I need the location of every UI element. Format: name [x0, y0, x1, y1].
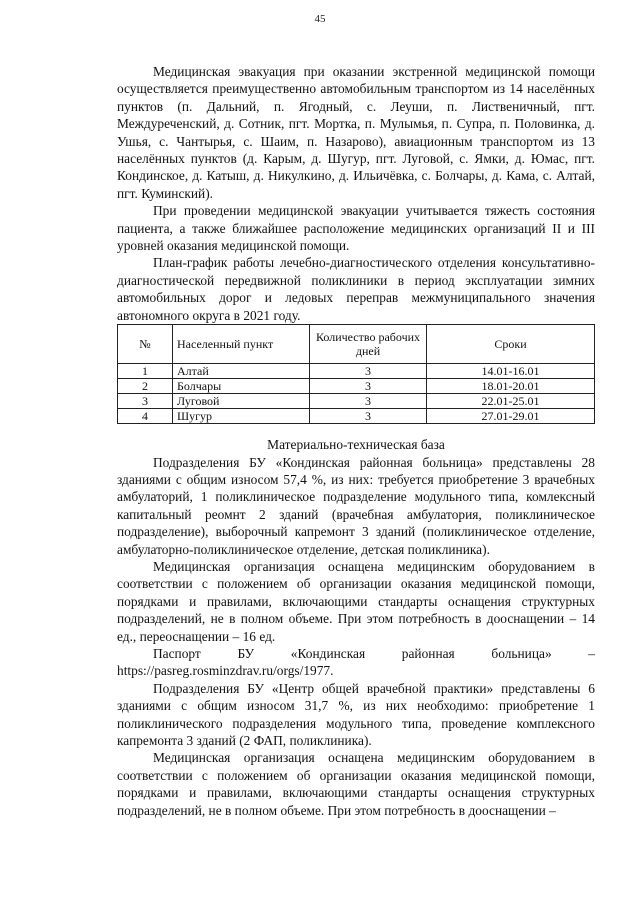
- cell-dates: 22.01-25.01: [427, 394, 595, 409]
- cell-working-days: 3: [310, 394, 427, 409]
- cell-settlement: Шугур: [173, 409, 310, 424]
- cell-settlement: Алтай: [173, 364, 310, 379]
- cell-number: 4: [118, 409, 173, 424]
- cell-number: 3: [118, 394, 173, 409]
- header-number: №: [118, 325, 173, 364]
- header-working-days: Количество рабочих дней: [310, 325, 427, 364]
- paragraph-evacuation: Медицинская эвакуация при оказании экстренной медицинской помощи осуществляется преимущественно автомобильным транспортом из 14 населённых пунктов (п. Дальний, п. Ягодный, с. Леуши, п. Лиственичный, пгт. Междуреченский, д. Сотник, пгт. Мортка, п. Мулымья, п. Супра, п. Половинка, д. Ушья, с. Чантырья, с. Шаим, п. Назарово), авиационным транспортом из 13 населённых пунктов (д. Карым, д. Шугур, пгт. Луговой, с. Ямки, д. Юмас, пгт. Кондинское, д. Катыш, д. Никулкино, д. Ильичёвка, с. Болчары, д. Кама, с. Алтай, пгт. Куминский).: [117, 64, 595, 201]
- cell-number: 2: [118, 379, 173, 394]
- paragraph-evacuation-severity: При проведении медицинской эвакуации учитывается тяжесть состояния пациента, а также ближайшее расположение медицинских организаций II и III уровней оказания медицинской помощи.: [117, 203, 595, 254]
- header-settlement: Населенный пункт: [173, 325, 310, 364]
- paragraph-cvp-buildings: Подразделения БУ «Центр общей врачебной практики» представлены 6 зданиями с общим износом 31,7 %, из них необходимо: приобретение 1 поликлинического подразделения модульного типа, проведение комплексного капремонта 3 зданий (2 ФАП, поликлиника).: [117, 680, 595, 748]
- cell-dates: 18.01-20.01: [427, 379, 595, 394]
- cell-number: 1: [118, 364, 173, 379]
- table-row: [118, 379, 595, 394]
- paragraph-krb-passport: Паспорт БУ «Кондинская районная больница» – https://pasreg.rosminzdrav.ru/orgs/1977.: [117, 645, 595, 679]
- page-content: [117, 63, 595, 819]
- schedule-table: [117, 324, 595, 424]
- cell-settlement: Болчары: [173, 379, 310, 394]
- table-row: [118, 409, 595, 424]
- cell-dates: 27.01-29.01: [427, 409, 595, 424]
- cell-settlement: Луговой: [173, 394, 310, 409]
- paragraph-krb-equipment: Медицинская организация оснащена медицинским оборудованием в соответствии с положением об организации оказания медицинской помощи, порядками и правилами, включающими стандарты оснащения структурных подразделений, не в полном объеме. При этом потребность в дооснащении – 14 ед., переоснащении – 16 ед.: [117, 558, 595, 644]
- paragraph-krb-buildings: Подразделения БУ «Кондинская районная больница» представлены 28 зданиями с общим износом 57,4 %, из них: требуется приобретение 3 врачебных амбулаторий, 1 поликлиническое подразделение модульного типа, комлексный капитальный реомнт 2 зданий (врачебная амбулатория, поликлиническое подразделение), выборочный капремонт 3 зданий (поликлиническое отделение, амбулаторно-поликлиническое отделение, детская поликлиника).: [117, 454, 595, 557]
- table-row: [118, 364, 595, 379]
- cell-working-days: 3: [310, 379, 427, 394]
- page-number: 45: [314, 13, 326, 25]
- table-row: [118, 394, 595, 409]
- section-heading: Материально-техническая база: [267, 437, 445, 453]
- cell-dates: 14.01-16.01: [427, 364, 595, 379]
- paragraph-schedule-intro: План-график работы лечебно-диагностического отделения консультативно-диагностической передвижной поликлиники в период эксплуатации зимних автомобильных дорог и ледовых переправ межмуниципального значения автономного округа в 2021 году.: [117, 255, 595, 323]
- table-header-row: [118, 325, 595, 364]
- header-dates: Сроки: [427, 325, 595, 364]
- cell-working-days: 3: [310, 409, 427, 424]
- cell-working-days: 3: [310, 364, 427, 379]
- paragraph-cvp-equipment: Медицинская организация оснащена медицинским оборудованием в соответствии с положением об организации оказания медицинской помощи, порядками и правилами, включающими стандарты оснащения структурных подразделений, не в полном объеме. При этом потребность в дооснащении –: [117, 750, 595, 818]
